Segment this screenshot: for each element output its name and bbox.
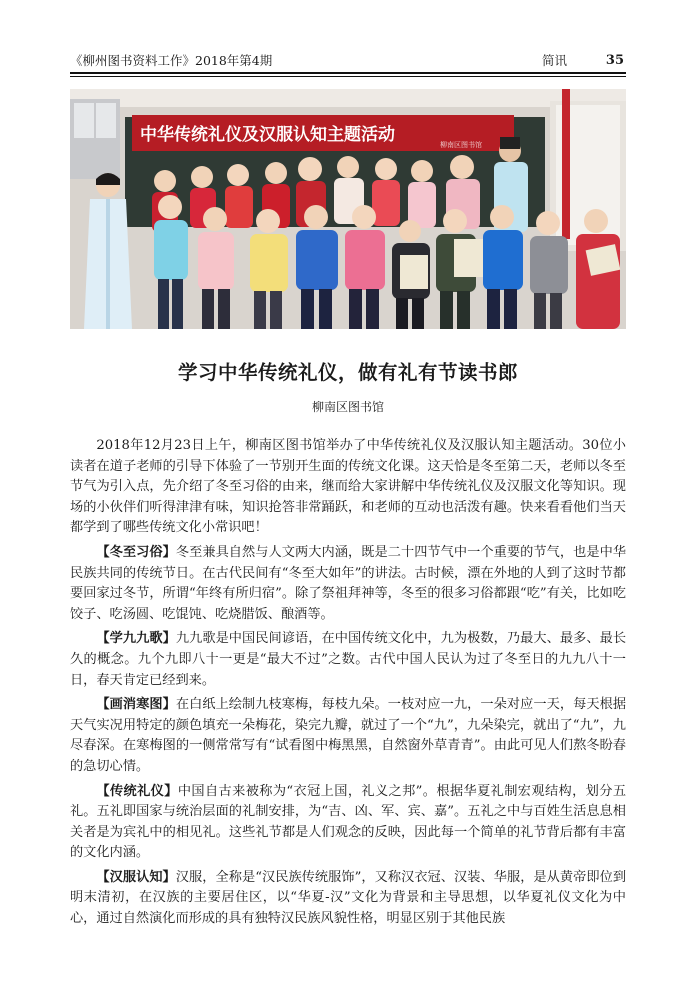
event-photo-illustration xyxy=(70,89,626,329)
section-name: 简讯 xyxy=(542,53,568,68)
section-heading: 【传统礼仪】 xyxy=(96,783,178,799)
section-text: 在白纸上绘制九枝寒梅，每枝九朵。一枝对应一九，一朵对应一天，每天根据天气实况用特定的颜色填充一朵梅花，染完九瓣，就过了一个“九”，九朵染完，就出了“九”，九尽春深。在寒梅图的一侧常常写有“试看图中梅黑黑，自然窗外草青青”。由此可见人们熬冬盼春的急切心情。 xyxy=(70,697,627,774)
article-body xyxy=(70,436,626,930)
section-paragraph xyxy=(70,782,626,864)
header-rule-thick xyxy=(70,72,626,74)
red-pipe xyxy=(562,89,570,239)
running-header xyxy=(70,50,626,72)
section-heading: 【冬至习俗】 xyxy=(96,544,176,560)
header-rule-thin xyxy=(70,76,626,77)
banner-subtitle: 柳南区图书馆 xyxy=(440,141,482,149)
section-paragraph xyxy=(70,543,626,625)
journal-title: 《柳州图书资料工作》2018年第4期 xyxy=(70,53,273,68)
section-paragraph xyxy=(70,695,626,777)
section-text: 九九歌是中国民间谚语，在中国传统文化中，九为极数，乃最大、最多、最长久的概念。九个九即八十一更是“最大不过”之数。古代中国人民认为过了冬至日的九九八十一日，春天肯定已经到来。 xyxy=(70,631,627,688)
section-text: 冬至兼具自然与人文两大内涵，既是二十四节气中一个重要的节气，也是中华民族共同的传统节日。在古代民间有“冬至大如年”的讲法。古时候，漂在外地的人到了这时节都要回家过冬节，所谓“年终有所归宿”。除了祭祖拜神等，冬至的很多习俗都跟“吃”有关，比如吃饺子、吃汤圆、吃馄饨、吃烧腊饭、酿酒等。 xyxy=(70,544,627,622)
page-number: 35 xyxy=(605,53,624,68)
section-heading: 【汉服认知】 xyxy=(96,869,176,885)
article-title: 学习中华传统礼仪，做有礼有节读书郎 xyxy=(177,361,518,384)
section-paragraph xyxy=(70,629,626,691)
section-text: 汉服，全称是“汉民族传统服饰”，又称汉衣冠、汉装、华服，是从黄帝即位到明末清初，在汉族的主要居住区，以“华夏-汉”文化为背景和主导思想，以华夏礼仪文化为中心，通过自然演化而形成的具有独特汉民族风貌性格，明显区别于其他民族 xyxy=(70,869,627,927)
event-photo xyxy=(70,89,626,329)
banner-title: 中华传统礼仪及汉服认知主题活动 xyxy=(140,125,395,145)
section-heading: 【学九九歌】 xyxy=(96,631,176,647)
section-paragraph xyxy=(70,868,626,930)
article-byline: 柳南区图书馆 xyxy=(311,400,384,414)
intro-paragraph: 2018年12月23日上午，柳南区图书馆举办了中华传统礼仪及汉服认知主题活动。30位小读者在道子老师的引导下体验了一节别开生面的传统文化课。这天恰是冬至第二天，老师以冬至节气为引入点，先介绍了冬至习俗的由来，继而给大家讲解中华传统礼仪及汉服文化等知识。现场的小伙伴们听得津津有味，知识抢答非常踊跃，和老师的互动也活泼有趣。快来看看他们当天都学到了哪些传统文化小常识吧！ xyxy=(70,438,626,536)
section-heading: 【画消寒图】 xyxy=(96,697,176,713)
section-text: 中国自古来被称为“衣冠上国，礼义之邦”。根据华夏礼制宏观结构，划分五礼。五礼即国家与统治层面的礼制安排，为“吉、凶、军、宾、嘉”。五礼之中与百姓生活息息相关者是为宾礼中的相见礼。这些礼节都是人们观念的反映，因此每一个简单的礼节背后都有丰富的文化内涵。 xyxy=(70,783,627,861)
